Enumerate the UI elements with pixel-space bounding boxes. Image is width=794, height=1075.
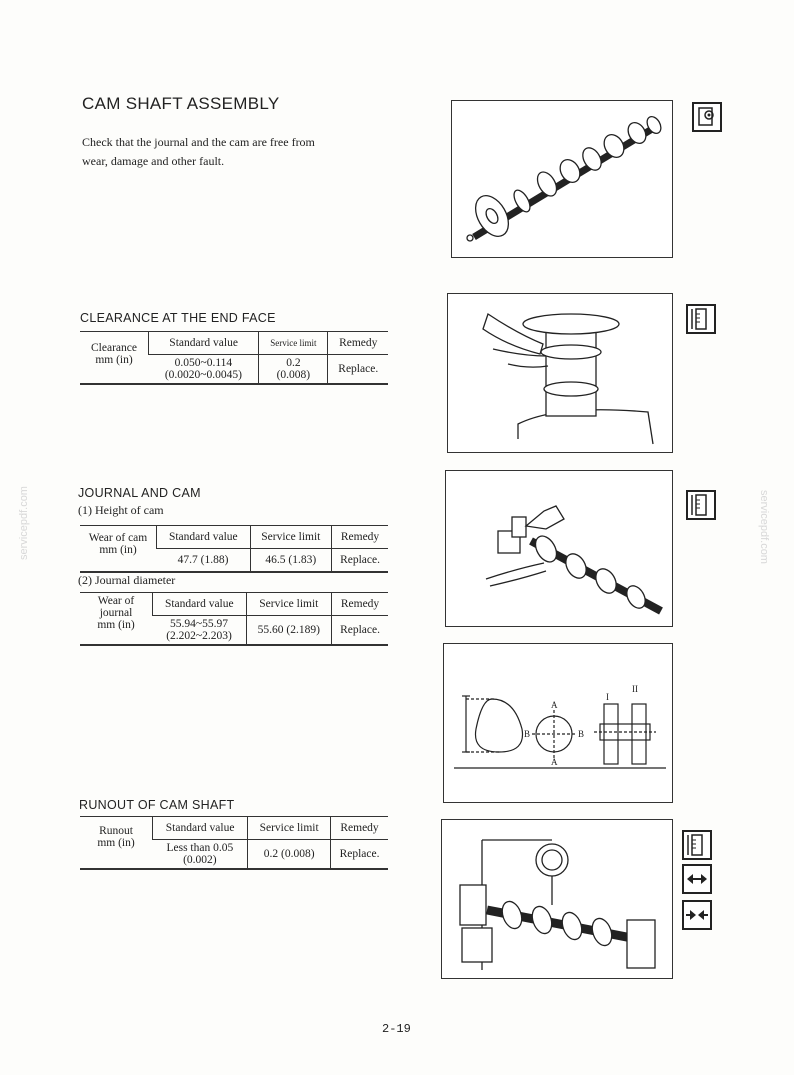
- runout-standard-value: [153, 840, 248, 870]
- cam-height-standard-value: 47.7 (1.88): [177, 554, 229, 566]
- clearance-label-line-1: Clearance: [91, 342, 137, 354]
- journal-limit-value: 55.60 (2.189): [246, 616, 331, 646]
- figure-runout-dial-gauge: [441, 819, 673, 979]
- clearance-standard-line-2: (0.0020~0.0045): [164, 369, 242, 381]
- clearance-remedy: Replace.: [328, 355, 388, 385]
- runout-label-line-2: mm (in): [97, 837, 135, 849]
- journal-header-limit: Service limit: [246, 593, 331, 616]
- watermark-right: servicepdf.com: [758, 490, 770, 564]
- journal-diameter-table: [80, 592, 388, 646]
- clearance-limit-value: [259, 355, 328, 385]
- label-i: I: [606, 692, 609, 702]
- runout-table: [80, 816, 388, 870]
- cam-height-header-standard: Standard value: [157, 526, 251, 549]
- runout-limit-value: 0.2 (0.008): [248, 840, 331, 870]
- label-a-bottom: A: [551, 757, 558, 767]
- measure-icon: [682, 830, 712, 860]
- journal-label-line-2: journal: [99, 607, 133, 619]
- figure-end-face-clearance: [447, 293, 673, 453]
- runout-standard-line-1: Less than 0.05: [166, 842, 234, 854]
- clearance-standard-value: [149, 355, 259, 385]
- runout-header-standard: Standard value: [153, 817, 248, 840]
- page-number: 2-19: [382, 1022, 411, 1036]
- journal-standard-value: [153, 616, 247, 646]
- intro-line-2: wear, damage and other fault.: [82, 154, 225, 168]
- intro-line-1: Check that the journal and the cam are free from: [82, 135, 315, 149]
- cam-height-label-line-1: Wear of cam: [88, 532, 148, 544]
- journal-diameter-subtitle: (2) Journal diameter: [78, 573, 176, 587]
- inspect-icon: [692, 102, 722, 132]
- label-b-right: B: [578, 729, 585, 739]
- journal-header-standard: Standard value: [153, 593, 247, 616]
- figure-measurement-diagram: [443, 643, 673, 803]
- clearance-header-limit: Service limit: [259, 332, 328, 355]
- cam-height-header-remedy: Remedy: [332, 526, 388, 549]
- runout-remedy: Replace.: [331, 840, 388, 870]
- clearance-title: CLEARANCE AT THE END FACE: [80, 311, 276, 325]
- runout-header-limit: Service limit: [248, 817, 331, 840]
- expand-arrows-icon: [682, 864, 712, 894]
- journal-standard-line-2: (2.202~2.203): [166, 630, 232, 642]
- journal-label-line-1: Wear of: [97, 595, 135, 607]
- watermark-left: servicepdf.com: [18, 486, 30, 560]
- runout-standard-line-2: (0.002): [183, 854, 217, 866]
- runout-header-remedy: Remedy: [331, 817, 388, 840]
- cam-shaft-title: CAM SHAFT ASSEMBLY: [82, 94, 280, 113]
- label-b-left: B: [524, 729, 531, 739]
- cam-shaft-intro: [82, 133, 315, 171]
- clearance-header-standard: Standard value: [149, 332, 259, 355]
- journal-remedy: Replace.: [332, 616, 388, 646]
- cam-height-remedy: Replace.: [332, 549, 388, 573]
- clearance-label: [80, 332, 149, 385]
- cam-height-label-line-2: mm (in): [99, 544, 137, 556]
- runout-label-line-1: Runout: [99, 825, 133, 837]
- journal-header-remedy: Remedy: [332, 593, 388, 616]
- clearance-table: [80, 331, 388, 385]
- figure-camshaft: [451, 100, 673, 258]
- journal-cam-title: JOURNAL AND CAM: [78, 486, 201, 500]
- clearance-standard-line-1: 0.050~0.114: [174, 357, 233, 369]
- figure-cam-height-measure: [445, 470, 673, 627]
- height-of-cam-subtitle: (1) Height of cam: [78, 503, 164, 517]
- label-a-top: A: [551, 700, 558, 710]
- journal-label-line-3: mm (in): [97, 619, 135, 631]
- journal-label: [80, 593, 153, 646]
- clearance-limit-line-1: 0.2: [286, 357, 301, 369]
- measure-icon: [686, 490, 716, 520]
- runout-label: [80, 817, 153, 870]
- clearance-limit-line-2: (0.008): [276, 369, 311, 381]
- label-ii: II: [632, 684, 638, 694]
- cam-height-label: [80, 526, 157, 573]
- cam-height-table: [80, 525, 388, 573]
- clearance-label-line-2: mm (in): [95, 354, 133, 366]
- measure-icon: [686, 304, 716, 334]
- cam-height-limit-value: 46.5 (1.83): [250, 549, 331, 573]
- cam-height-header-limit: Service limit: [250, 526, 331, 549]
- runout-title: RUNOUT OF CAM SHAFT: [79, 798, 235, 812]
- clearance-header-remedy: Remedy: [328, 332, 388, 355]
- journal-standard-line-1: 55.94~55.97: [170, 618, 229, 630]
- compress-arrows-icon: [682, 900, 712, 930]
